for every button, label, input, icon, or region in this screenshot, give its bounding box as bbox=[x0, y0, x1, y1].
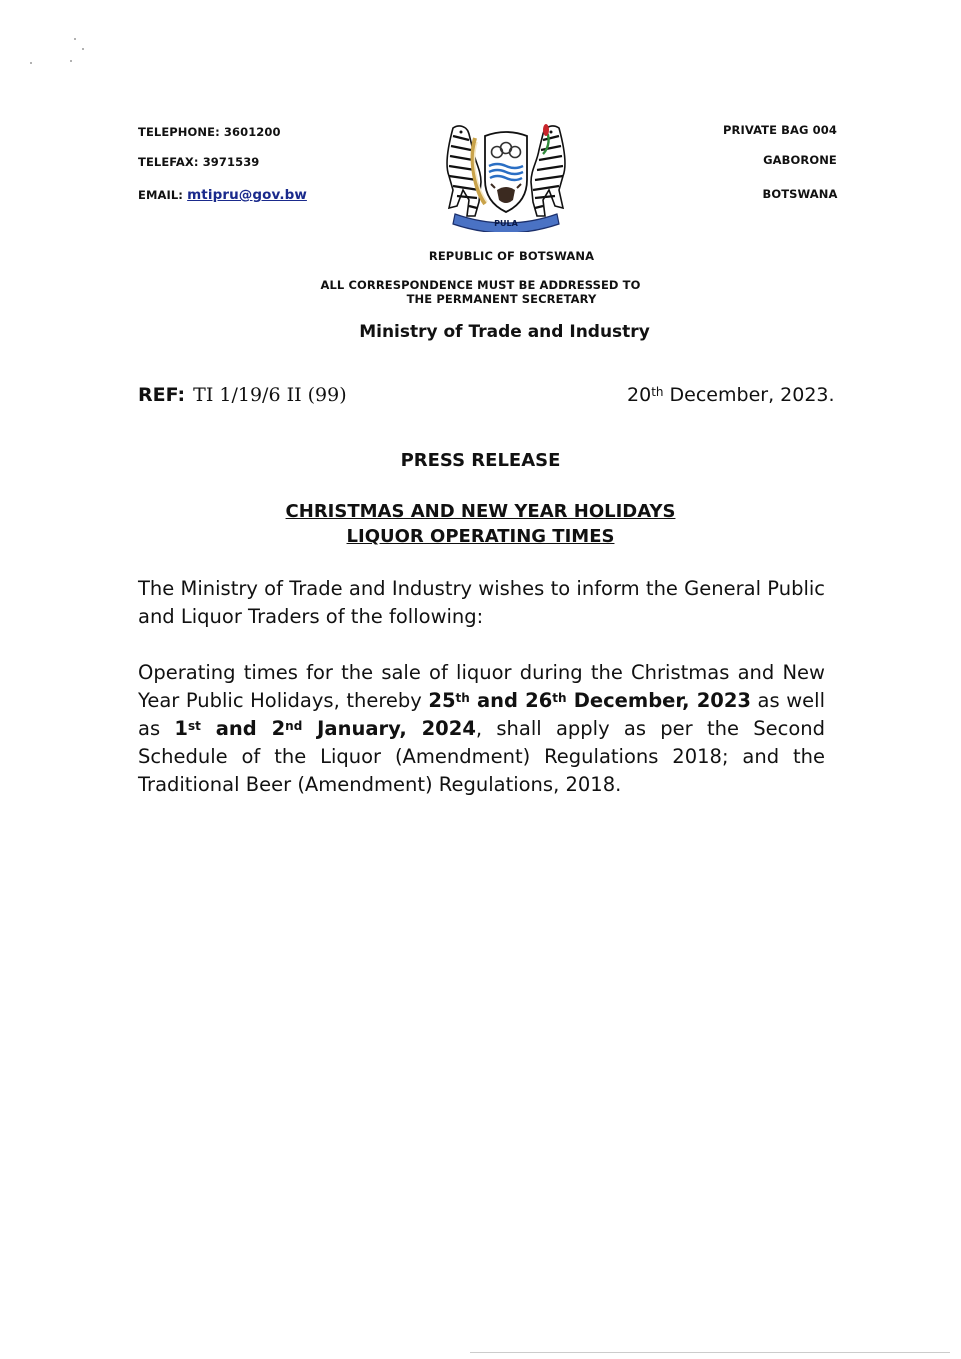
telephone: TELEPHONE: 3601200 bbox=[138, 125, 281, 139]
subject-line-1: CHRISTMAS AND NEW YEAR HOLIDAYS bbox=[285, 501, 676, 522]
ref-value: TI 1/19/6 II (99) bbox=[193, 384, 347, 406]
correspondence-line-2: THE PERMANENT SECRETARY bbox=[406, 292, 597, 306]
coat-of-arms-emblem bbox=[435, 120, 577, 232]
ministry-name: Ministry of Trade and Industry bbox=[359, 322, 650, 342]
motto-text: PULA bbox=[494, 219, 518, 228]
email-label: EMAIL: bbox=[138, 188, 184, 202]
telefax: TELEFAX: 3971539 bbox=[138, 155, 260, 169]
country: BOTSWANA bbox=[762, 187, 838, 201]
email-link[interactable]: mtipru@gov.bw bbox=[187, 187, 307, 203]
scan-edge-line bbox=[470, 1352, 950, 1353]
press-release-heading: PRESS RELEASE bbox=[400, 450, 561, 471]
scan-speck bbox=[82, 48, 84, 50]
document-date: 20th December, 2023. bbox=[627, 384, 835, 406]
scan-speck bbox=[74, 38, 76, 40]
paragraph-intro: The Ministry of Trade and Industry wishes to inform the General Public and Liquor Traders of the following: bbox=[138, 577, 825, 628]
republic-title: REPUBLIC OF BOTSWANA bbox=[428, 249, 595, 263]
scan-speck bbox=[70, 60, 72, 62]
private-bag: PRIVATE BAG 004 bbox=[722, 123, 837, 137]
reference bbox=[138, 384, 347, 406]
city: GABORONE bbox=[763, 153, 837, 167]
email-line bbox=[138, 187, 307, 203]
subject-line-2: LIQUOR OPERATING TIMES bbox=[346, 526, 615, 547]
ref-label: REF: bbox=[138, 384, 186, 406]
correspondence-line-1: ALL CORRESPONDENCE MUST BE ADDRESSED TO bbox=[320, 278, 641, 292]
paragraph-operating-times: Operating times for the sale of liquor during the Christmas and New Year Public Holidays, thereby 25th and 26th December, 2023 as well as 1st and 2nd January, 2024, shall apply as per the Second Schedule of the Liquor (Amendment) Regulations 2018; and the Traditional Beer (Amendment) Regulations, 2018. bbox=[138, 661, 825, 796]
scan-speck bbox=[30, 62, 32, 64]
